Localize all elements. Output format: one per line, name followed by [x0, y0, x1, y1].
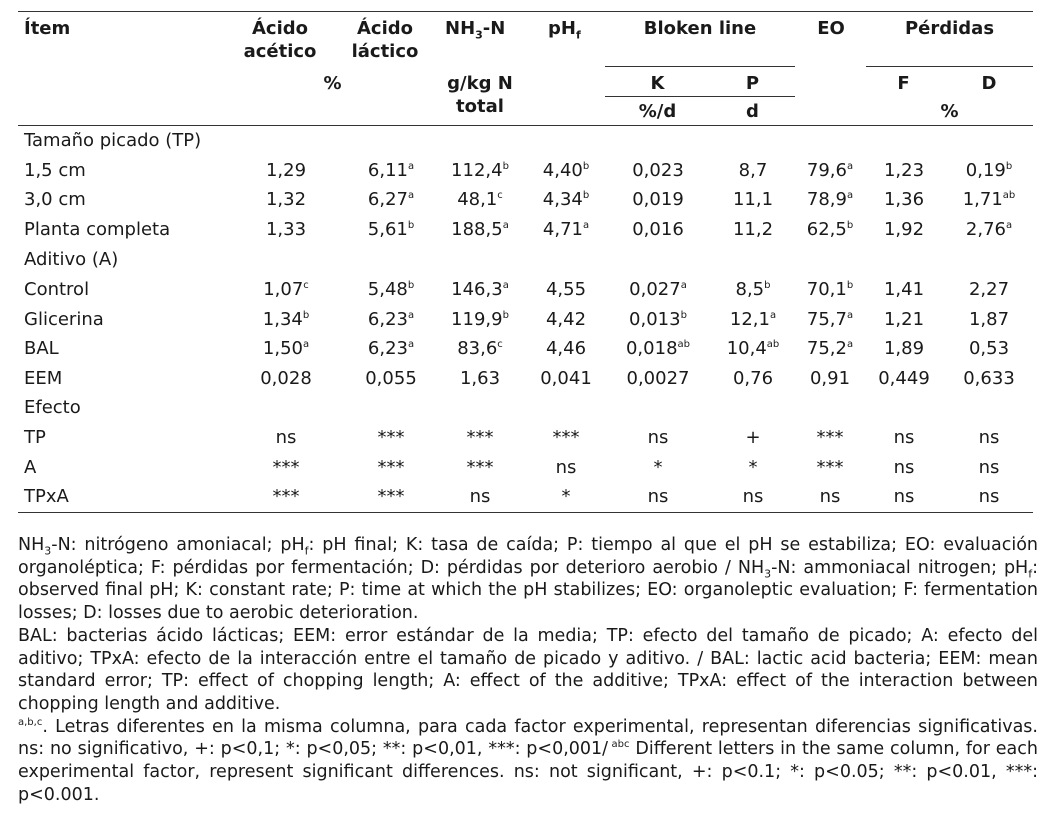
cell-value: 0,013: [629, 309, 681, 330]
row-label: Planta completa: [24, 219, 171, 240]
cell-value: 0,019: [632, 189, 684, 210]
cell-value: 48,1: [457, 189, 498, 210]
cell-value: 1,29: [265, 160, 307, 181]
cell-superscript: b: [502, 310, 509, 321]
cell-value: *: [748, 457, 758, 478]
cell-superscript: a: [846, 190, 854, 201]
table-row: [0, 160, 1053, 190]
cell-value: 8,7: [738, 160, 768, 181]
cell-superscript: b: [846, 220, 854, 231]
cell-value: 1,50: [262, 338, 303, 359]
table-cell: [929, 160, 1049, 182]
cell-value: ***: [272, 457, 300, 478]
cell-value: 12,1: [729, 309, 770, 330]
cell-value: 0,028: [260, 368, 312, 389]
table-cell: [226, 279, 346, 301]
k-p-rule: [605, 96, 795, 97]
cell-value: 78,9: [806, 189, 847, 210]
header-acetic-line1: Ácido: [251, 18, 309, 39]
cell-value: 4,42: [545, 309, 587, 330]
cell-value: 4,40: [542, 160, 583, 181]
cell-superscript: ab: [766, 339, 780, 350]
header-unit-gkg-line2: total: [456, 96, 504, 117]
header-phf: [548, 18, 581, 40]
ph-text: pH: [548, 18, 576, 39]
cell-value: ns: [647, 486, 669, 507]
table-cell: [929, 189, 1049, 211]
row-label: Aditivo (A): [24, 249, 119, 270]
cell-superscript: a: [302, 339, 310, 350]
cell-value: 0,0027: [626, 368, 690, 389]
cell-value: 4,71: [542, 219, 583, 240]
cell-value: 0,055: [365, 368, 417, 389]
cell-value: 188,5: [451, 219, 503, 240]
cell-value: 1,34: [262, 309, 303, 330]
cell-value: 0,449: [878, 368, 930, 389]
cell-value: 5,48: [367, 279, 408, 300]
header-acetic-line2: acético: [243, 41, 317, 62]
row-label: Efecto: [24, 397, 81, 418]
cell-value: 1,23: [883, 160, 925, 181]
table-row: [0, 368, 1053, 398]
cell-value: 1,63: [459, 368, 501, 389]
row-label: TP: [24, 427, 46, 448]
header-k: K: [650, 73, 665, 94]
header-unit-day: d: [746, 101, 759, 122]
cell-superscript: a: [502, 220, 509, 231]
cell-superscript: ab: [677, 339, 690, 350]
header-unit-percent: %: [323, 73, 342, 94]
cell-value: ***: [466, 457, 494, 478]
row-label: Tamaño picado (TP): [24, 130, 202, 151]
table-cell: [226, 427, 346, 449]
cell-superscript: a: [680, 280, 687, 291]
cell-value: 11,1: [732, 189, 774, 210]
header-lactic-line1: Ácido: [356, 18, 414, 39]
row-label: 1,5 cm: [24, 160, 86, 181]
cell-superscript: b: [846, 280, 854, 291]
cell-value: 70,1: [806, 279, 847, 300]
table-cell: [226, 486, 346, 508]
cell-value: ***: [466, 427, 494, 448]
table-row: [0, 249, 1053, 279]
row-label: 3,0 cm: [24, 189, 86, 210]
cell-value: ***: [377, 457, 405, 478]
cell-superscript: c: [497, 339, 503, 350]
cell-value: 0,53: [968, 338, 1010, 359]
cell-value: ns: [647, 427, 669, 448]
table-row: [0, 309, 1053, 339]
table-cell: [226, 189, 346, 211]
cell-value: 0,018: [625, 338, 678, 359]
footnote-abbreviations: $NH_3-N$: nitrógeno amoniacal; $pH_f$: pH final; K: tasa de caída; P: tiempo al que el pH se estabiliza; EO: evaluación organoléptica; F: pérdidas por fermentación; D: pérdidas por deterioro aerobio / $NH_3-N$: ammoniacal nitrogen; $pH_f$: observed final pH; K: constant rate; P: time at which the pH stabilizes; EO: organoleptic evaluation; F: fermentation losses; D: losses due to aerobic deterioration.: [18, 535, 1038, 624]
cell-value: ns: [893, 427, 915, 448]
table-row: [0, 189, 1053, 219]
cell-value: 1,33: [265, 219, 307, 240]
table-top-rule: [18, 11, 1033, 12]
cell-superscript: a: [1005, 220, 1013, 231]
row-label: BAL: [24, 338, 59, 359]
header-losses: Pérdidas: [904, 18, 995, 39]
cell-value: 5,61: [367, 219, 408, 240]
cell-value: 10,4: [726, 338, 767, 359]
table-cell: [226, 309, 346, 331]
cell-superscript: b: [407, 220, 415, 231]
cell-value: 146,3: [451, 279, 503, 300]
footnote-significance: $^{a,b,c}$. Letras diferentes en la misma columna, para cada factor experimental, representan diferencias significativas. ns: no significativo, +: p<0,1; *: p<0,05; **: p<0,01, ***: p<0,001/ $^{abc}$ Different letters in the same column, for each experimental factor, represent significant differences. ns: not significant, +: p<0.1; *: p<0.05; **: p<0.01, ***: p<0.001.: [18, 716, 1038, 805]
broken-line-rule: [605, 66, 795, 67]
header-nh3n: [445, 18, 505, 40]
row-label: A: [24, 457, 37, 478]
cell-value: 0,19: [965, 160, 1006, 181]
cell-superscript: b: [582, 190, 590, 201]
table-row: [0, 279, 1053, 309]
table-cell: [929, 338, 1049, 360]
cell-superscript: b: [1005, 161, 1013, 172]
cell-value: 1,87: [968, 309, 1010, 330]
table-cell: [929, 427, 1049, 449]
cell-value: 83,6: [457, 338, 498, 359]
cell-superscript: a: [407, 310, 415, 321]
cell-superscript: ab: [1002, 190, 1016, 201]
cell-value: +: [745, 427, 761, 448]
table-row: [0, 397, 1053, 427]
cell-value: 75,2: [806, 338, 847, 359]
table-row: [0, 486, 1053, 516]
header-p: P: [745, 73, 760, 94]
cell-superscript: a: [582, 220, 590, 231]
header-eo: EO: [817, 18, 845, 39]
losses-rule: [866, 66, 1033, 67]
table-row: [0, 338, 1053, 368]
header-bottom-rule: [18, 125, 1033, 126]
table-cell: [226, 457, 346, 479]
cell-superscript: b: [680, 310, 687, 321]
cell-value: 8,5: [735, 279, 765, 300]
cell-superscript: a: [407, 339, 415, 350]
cell-value: 4,55: [545, 279, 587, 300]
header-lactic-line2: láctico: [351, 41, 419, 62]
cell-value: ***: [272, 486, 300, 507]
row-label: EEM: [24, 368, 63, 389]
header-unit-pct-per-day: %/d: [638, 101, 677, 122]
header-d: D: [981, 73, 997, 94]
cell-value: ns: [978, 457, 1000, 478]
cell-value: 1,71: [962, 189, 1003, 210]
cell-value: ***: [552, 427, 580, 448]
table-cell: [929, 368, 1049, 390]
table-cell: [929, 457, 1049, 479]
cell-value: 6,11: [367, 160, 408, 181]
header-unit-percent-losses: %: [940, 101, 959, 122]
cell-value: ns: [978, 427, 1000, 448]
nh3-text: NH: [445, 18, 476, 39]
cell-superscript: a: [846, 161, 854, 172]
cell-value: 119,9: [451, 309, 503, 330]
cell-value: ***: [816, 427, 844, 448]
table-cell: [929, 219, 1049, 241]
cell-value: 0,041: [540, 368, 592, 389]
cell-value: 6,23: [367, 309, 408, 330]
table-cell: [226, 338, 346, 360]
cell-superscript: a: [502, 280, 509, 291]
cell-value: 0,76: [732, 368, 774, 389]
cell-value: 62,5: [806, 219, 847, 240]
cell-value: 0,91: [809, 368, 851, 389]
cell-value: 0,633: [963, 368, 1015, 389]
cell-superscript: b: [764, 280, 771, 291]
cell-value: 6,27: [367, 189, 408, 210]
cell-value: *: [561, 486, 571, 507]
cell-value: ***: [816, 457, 844, 478]
header-item: Ítem: [24, 18, 71, 39]
table-row: [0, 427, 1053, 457]
cell-superscript: a: [846, 310, 854, 321]
cell-value: 79,6: [806, 160, 847, 181]
cell-value: 75,7: [806, 309, 847, 330]
cell-value: *: [653, 457, 663, 478]
cell-value: 4,46: [545, 338, 587, 359]
table-cell: [929, 279, 1049, 301]
table-footnotes: [18, 534, 1038, 806]
cell-superscript: a: [846, 339, 854, 350]
cell-value: ns: [819, 486, 841, 507]
table-cell: [226, 219, 346, 241]
cell-value: 112,4: [451, 160, 503, 181]
cell-value: 0,016: [632, 219, 684, 240]
table-row: [0, 457, 1053, 487]
cell-value: 1,21: [883, 309, 925, 330]
cell-superscript: a: [407, 190, 415, 201]
ph-subscript: f: [575, 28, 581, 42]
cell-value: ns: [742, 486, 764, 507]
cell-value: 1,36: [883, 189, 925, 210]
nh3-subscript: 3: [475, 28, 483, 42]
cell-value: ns: [893, 457, 915, 478]
cell-superscript: c: [497, 190, 503, 201]
cell-value: 4,34: [542, 189, 583, 210]
header-f: F: [897, 73, 910, 94]
cell-value: 1,89: [883, 338, 925, 359]
row-label: TPxA: [24, 486, 69, 507]
table-cell: [929, 309, 1049, 331]
cell-superscript: b: [407, 280, 415, 291]
cell-value: ns: [893, 486, 915, 507]
cell-value: 1,07: [263, 279, 304, 300]
table-row: [0, 219, 1053, 249]
table-row: [0, 130, 1053, 160]
cell-value: ns: [555, 457, 577, 478]
table-cell: [226, 368, 346, 390]
cell-value: 0,023: [632, 160, 684, 181]
cell-value: 6,23: [367, 338, 408, 359]
cell-value: ***: [377, 486, 405, 507]
cell-superscript: c: [303, 280, 309, 291]
footnote-effects: BAL: bacterias ácido lácticas; EEM: error estándar de la media; TP: efecto del tamaño de picado; A: efecto del aditivo; TPxA: efecto de la interacción entre el tamaño de picado y aditivo. / BAL: lactic acid bacteria; EEM: mean standard error; TP: effect of chopping length; A: effect of the additive; TPxA: effect of the interaction between chopping length and additive.: [18, 625, 1038, 714]
cell-superscript: a: [407, 161, 415, 172]
cell-value: 0,027: [629, 279, 681, 300]
cell-value: 2,27: [968, 279, 1010, 300]
cell-superscript: a: [769, 310, 777, 321]
cell-superscript: b: [582, 161, 590, 172]
header-broken-line: Bloken line: [643, 18, 757, 39]
cell-value: 1,92: [883, 219, 925, 240]
row-label: Glicerina: [24, 309, 104, 330]
cell-value: 2,76: [965, 219, 1006, 240]
row-label: Control: [24, 279, 90, 300]
table-cell: [929, 486, 1049, 508]
nh3-suffix: -N: [482, 18, 506, 39]
cell-value: ns: [275, 427, 297, 448]
cell-value: 1,41: [883, 279, 925, 300]
cell-value: ns: [469, 486, 491, 507]
cell-superscript: b: [502, 161, 509, 172]
cell-value: 1,32: [265, 189, 307, 210]
header-unit-gkg-line1: g/kg N: [447, 73, 513, 94]
cell-value: 11,2: [732, 219, 774, 240]
cell-superscript: b: [302, 310, 310, 321]
cell-value: ns: [978, 486, 1000, 507]
cell-value: ***: [377, 427, 405, 448]
table-cell: [226, 160, 346, 182]
